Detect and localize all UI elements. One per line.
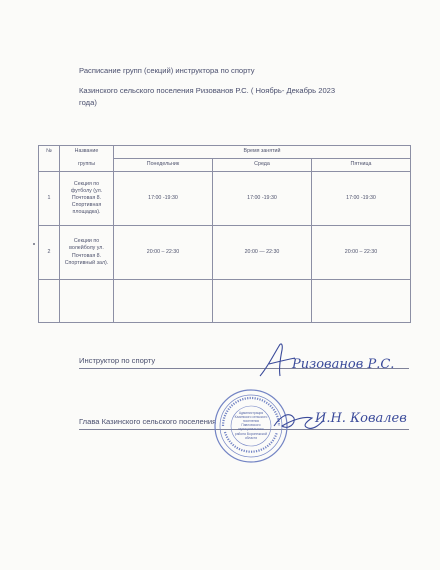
empty-cell <box>39 280 60 323</box>
table-header-row <box>39 146 411 159</box>
row-number: 2 <box>39 226 60 280</box>
svg-text:Ризованов Р.С.: Ризованов Р.С. <box>292 357 395 372</box>
row-wednesday-time: 17:00 -19:30 <box>213 172 312 226</box>
header-group-name: Название группы <box>60 146 114 172</box>
row-monday-time: 17:00 -19:30 <box>114 172 213 226</box>
header-number: № <box>39 146 60 172</box>
row-friday-time: 17:00 -19:30 <box>312 172 411 226</box>
instructor-name-handwritten <box>290 352 400 374</box>
document-subtitle-continued: года) <box>79 98 97 107</box>
empty-cell <box>114 280 213 323</box>
empty-cell <box>312 280 411 323</box>
empty-cell <box>213 280 312 323</box>
row-group: Секция по футболу (ул. Почтовая 8. Спортивная площадка). <box>60 172 114 226</box>
header-friday: Пятница <box>312 159 411 172</box>
header-wednesday: Среда <box>213 159 312 172</box>
table-row <box>39 226 411 280</box>
instructor-label: Инструктор по спорту <box>79 356 156 365</box>
schedule-table <box>38 145 411 323</box>
row-monday-time: 20:00 – 22:30 <box>114 226 213 280</box>
stamp-text: Администрация Казинского сельского поселения Павловского муниципального района Воронежской области <box>234 411 268 440</box>
row-group: Секции по волейболу ул. Почтовая 8. Спортивный зал). <box>60 226 114 280</box>
header-time: Время занятий <box>114 146 411 159</box>
row-number: 1 <box>39 172 60 226</box>
row-wednesday-time: 20:00 — 22:30 <box>213 226 312 280</box>
table-row-empty <box>39 280 411 323</box>
document-subtitle: Казинского сельского поселения Ризованов Р.С. ( Ноябрь- Декабрь 2023 <box>79 86 336 95</box>
svg-text:И.Н. Ковалев: И.Н. Ковалев <box>315 411 407 426</box>
empty-cell <box>60 280 114 323</box>
head-label: Глава Казинского сельского поселения <box>79 417 217 426</box>
header-monday: Понедельник <box>114 159 213 172</box>
margin-dot <box>33 243 35 245</box>
head-name-handwritten <box>313 406 413 428</box>
row-friday-time: 20:00 – 22:30 <box>312 226 411 280</box>
table-row <box>39 172 411 226</box>
document-title: Расписание групп (секций) инструктора по спорту <box>79 66 255 75</box>
